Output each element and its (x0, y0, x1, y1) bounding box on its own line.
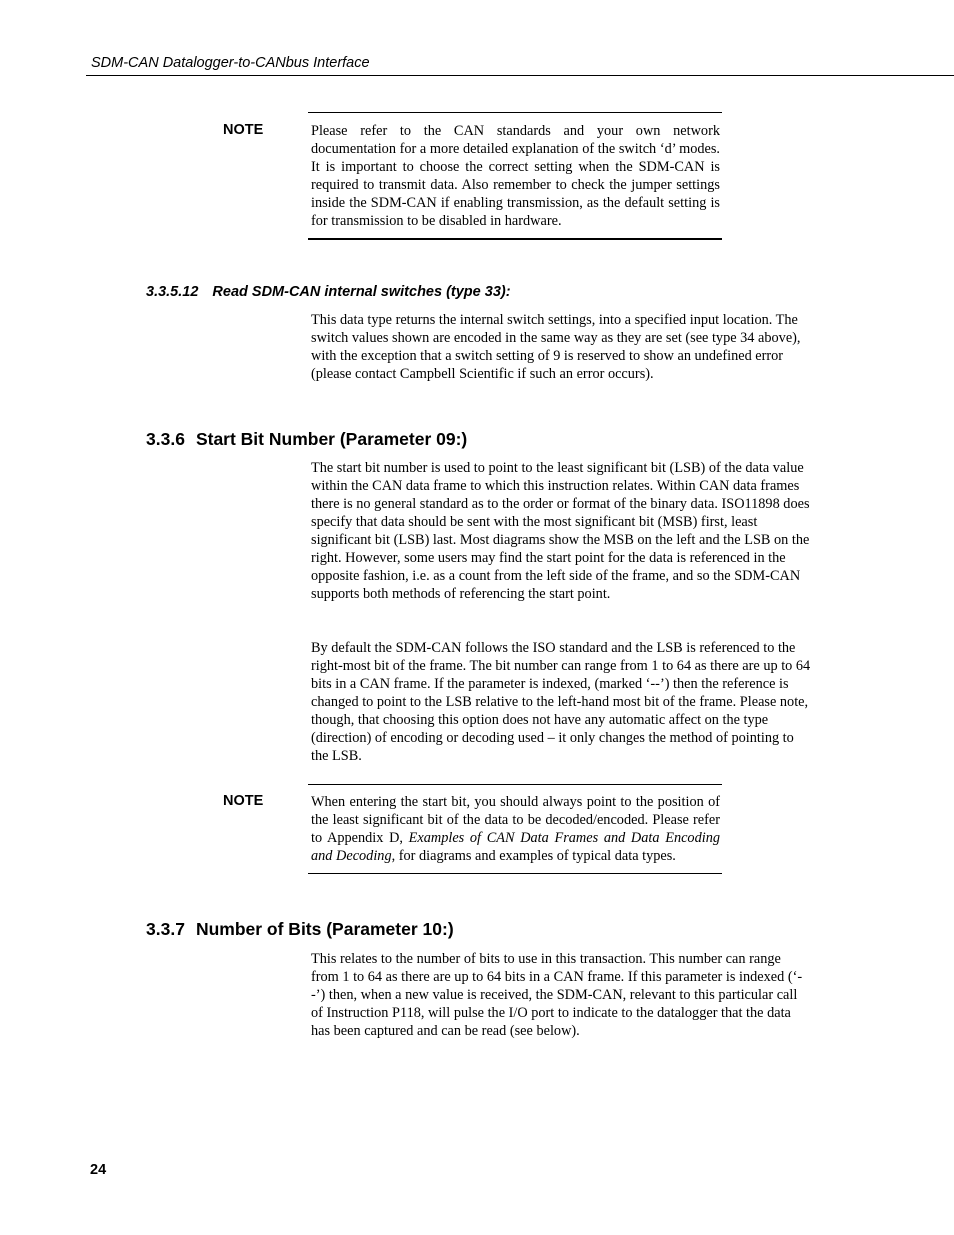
body-paragraph: The start bit number is used to point to the least significant bit (LSB) of the data value within the CAN data frame to which this instruction relates. Within CAN data frames there is no general standard as to the order or format of the binary data. ISO11898 does specify that data should be sent with the most significant bit (MSB) first, least significant bit (LSB) last. Most diagrams show the MSB on the left and the LSB on the right. However, some users may find the start point for the data is referenced in the opposite fashion, i.e. as a count from the left side of the frame, and so the SDM-CAN supports both methods of referencing the start point. (311, 460, 810, 602)
note-text-part: , for diagrams and examples of typical data types. (391, 848, 676, 864)
section-heading (146, 429, 467, 450)
running-header-title: SDM-CAN Datalogger-to-CANbus Interface (91, 55, 370, 71)
body-paragraph: This data type returns the internal switch settings, into a specified input location. The switch values shown are encoded in the same way as they are set (see type 34 above), with the exception that a switch setting of 9 is reserved to show an undefined error (please contact Campbell Scientific if such an error occurs). (311, 312, 801, 382)
note-box (308, 784, 722, 874)
note-text (308, 793, 722, 865)
note-label: NOTE (223, 122, 264, 138)
section-number: 3.3.6 (146, 429, 185, 449)
body-paragraph: By default the SDM-CAN follows the ISO standard and the LSB is referenced to the right-most bit of the frame. The bit number can range from 1 to 64 as there are up to 64 bits in a CAN frame. If the parameter is indexed, (marked ‘--’) then the reference is changed to point to the LSB relative to the left-hand most bit of the frame. Please note, though, that choosing this option does not have any automatic affect on the type (direction) of encoding or decoding used – it only changes the method of pointing to the LSB. (311, 640, 811, 764)
appendix-reference-link: Examples of CAN Data Frames and Data Encoding and Decoding (311, 830, 720, 864)
note-label: NOTE (223, 793, 264, 809)
section-number: 3.3.7 (146, 919, 185, 939)
note-text: Please refer to the CAN standards and your own network documentation for a more detailed explanation of the switch ‘d’ modes. It is important to choose the correct setting when the SDM-CAN is required to transmit data. Also remember to check the jumper settings inside the SDM-CAN if enabling transmission, as the default setting is for transmission to be disabled in hardware. (311, 123, 720, 229)
subsection-number: 3.3.5.12 (146, 284, 199, 300)
section-heading (146, 919, 454, 940)
header-rule (86, 75, 954, 76)
note-text-part: When entering the start bit, you should always point to the position of the least significant bit of the data to be decoded/encoded. Please refer to Appendix D, (311, 794, 720, 846)
section-title: Number of Bits (Parameter 10:) (195, 919, 454, 939)
body-paragraph: This relates to the number of bits to use in this transaction. This number can range from 1 to 64 as there are up to 64 bits in a CAN frame. If this parameter is indexed (‘--’) then, when a new value is received, the SDM-CAN, relevant to this particular call of Instruction P118, will pulse the I/O port to indicate to the datalogger that the data has been captured and can be read (see below). (311, 951, 803, 1039)
subsection-title: Read SDM-CAN internal switches (type 33): (212, 284, 511, 300)
page-number: 24 (90, 1162, 107, 1178)
note-box (308, 112, 722, 240)
subsection-heading (146, 284, 511, 300)
section-title: Start Bit Number (Parameter 09:) (195, 429, 468, 449)
